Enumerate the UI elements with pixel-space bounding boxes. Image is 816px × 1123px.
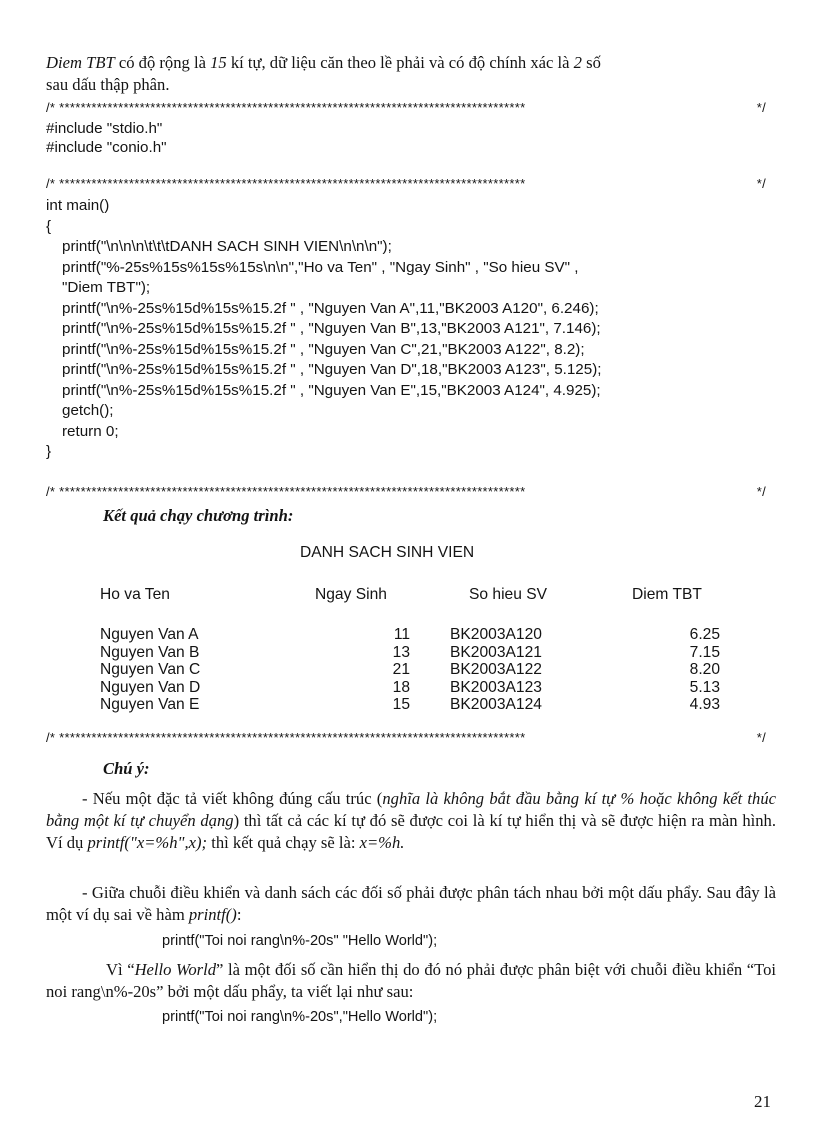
cell-dob: 18 [392, 678, 410, 696]
cell-score: 4.93 [689, 696, 720, 713]
separator-stars: /* *************************************************************************************** [46, 100, 526, 115]
cell-id: BK2003A123 [450, 678, 542, 696]
separator-close: */ [754, 730, 766, 745]
column-header-dob: Ngay Sinh [315, 586, 387, 603]
comment-separator [46, 176, 766, 191]
note-p1-italic-1: nghĩa là không bắt đầu bằng kí tự % hoặc không kết thúc bằng một kí tự chuyển dạng [46, 789, 776, 830]
code-line: printf("%-25s%15s%15s%15s\n\n","Ho va Ten" , "Ngay Sinh" , "So hieu SV" , [62, 258, 579, 276]
cell-id: BK2003A124 [450, 696, 542, 713]
cell-name: Nguyen Van D [100, 678, 201, 696]
separator-stars: /* *************************************************************************************** [46, 484, 526, 499]
intro-text-1: có độ rộng là [114, 53, 211, 72]
note-p1-text-b: ) thì tất cả các kí tự đó sẽ được coi là kí tự hiển thị và sẽ được hiện ra màn hình. Ví dụ [46, 811, 776, 852]
separator-close: */ [754, 484, 766, 499]
intro-precision: 2 [573, 53, 582, 72]
note-p3-text-a: Vì “ [106, 960, 135, 979]
cell-dob: 11 [393, 626, 410, 643]
code-line: return 0; [62, 422, 119, 440]
intro-width: 15 [210, 53, 227, 72]
cell-id: BK2003A121 [450, 643, 542, 661]
cell-score: 8.20 [689, 661, 720, 678]
output-title: DANH SACH SINH VIEN [300, 544, 475, 561]
comment-separator [46, 730, 766, 745]
correct-example-code: printf("Toi noi rang\n%-20s","Hello World"); [162, 1009, 438, 1025]
note-paragraph-2 [46, 882, 776, 926]
separator-close: */ [754, 176, 766, 191]
cell-score: 7.15 [689, 643, 720, 661]
intro-line-1 [46, 52, 776, 74]
code-line: printf("\n%-25s%15d%15s%15.2f " , "Nguyen Van E",15,"BK2003 A124", 4.925); [62, 381, 601, 399]
cell-name: Nguyen Van E [100, 696, 200, 713]
cell-dob: 15 [392, 696, 410, 713]
wrong-example-code: printf("Toi noi rang\n%-20s" "Hello World"); [162, 933, 438, 949]
cell-id: BK2003A120 [450, 626, 542, 643]
note-p1-text-c: thì kết quả chạy sẽ là: [207, 833, 360, 852]
code-line: printf("\n%-25s%15d%15s%15.2f " , "Nguyen Van D",18,"BK2003 A123", 5.125); [62, 361, 602, 378]
column-score [640, 626, 720, 714]
open-brace: { [46, 217, 52, 235]
intro-paragraph [46, 52, 776, 96]
intro-line-2: sau dấu thập phân. [46, 75, 170, 94]
main-function-code [46, 196, 601, 463]
note-p2-italic: printf() [188, 905, 237, 924]
main-signature: int main() [46, 197, 110, 214]
comment-separator [46, 484, 766, 499]
code-line: printf("\n\n\n\t\t\tDANH SACH SINH VIEN\n\n\n"); [62, 238, 392, 255]
column-header-id: So hieu SV [469, 586, 548, 603]
page-number: 21 [754, 1092, 771, 1111]
cell-score: 6.25 [689, 626, 720, 643]
cell-score: 5.13 [689, 678, 720, 696]
separator-stars: /* *************************************************************************************** [46, 176, 526, 191]
code-line: "Diem TBT"); [62, 279, 151, 296]
cell-id: BK2003A122 [450, 661, 542, 678]
code-body [46, 237, 601, 442]
cell-name: Nguyen Van B [100, 643, 200, 661]
separator-stars: /* *************************************************************************************** [46, 730, 526, 745]
code-line: printf("\n%-25s%15d%15s%15.2f " , "Nguyen Van C",21,"BK2003 A122", 8.2); [62, 340, 585, 358]
code-line: getch(); [62, 402, 114, 419]
separator-close: */ [754, 100, 766, 115]
cell-name: Nguyen Van C [100, 661, 201, 678]
note-p1-text-a: - Nếu một đặc tả viết không đúng cấu trúc ( [82, 789, 383, 808]
note-p3-italic: Hello World [134, 960, 217, 979]
note-paragraph-3 [46, 959, 776, 1003]
close-brace: } [46, 443, 52, 460]
note-p1-italic-3: x=%h. [359, 833, 405, 852]
note-heading: Chú ý: [103, 759, 150, 778]
intro-term: Diem TBT [46, 53, 115, 72]
note-p2-text-a: - Giữa chuỗi điều khiển và danh sách các đối số phải được phân tách nhau bởi một dấu phẩy. Sau đây là một ví dụ sai về hàm [46, 883, 776, 924]
column-header-score: Diem TBT [632, 586, 702, 603]
intro-text-3: số [581, 53, 601, 72]
column-names [100, 626, 200, 714]
cell-name: Nguyen Van A [100, 626, 199, 643]
intro-text-2: kí tự, dữ liệu căn theo lề phải và có độ chính xác là [226, 53, 574, 72]
column-id [450, 626, 542, 714]
note-p3-text-b: ” là một đối số cần hiển thị do đó nó phải được phân biệt với chuỗi điều khiển “Toi noi rang\n%-20s” bởi một dấu phẩy, ta viết lại như sau: [46, 960, 776, 1001]
includes-block [46, 119, 167, 157]
code-line: printf("\n%-25s%15d%15s%15.2f " , "Nguyen Van B",13,"BK2003 A121", 7.146); [62, 320, 601, 337]
include-stdio: #include "stdio.h" [46, 120, 163, 137]
column-dob [330, 626, 410, 714]
cell-dob: 21 [392, 661, 410, 678]
note-p2-text-b: : [236, 905, 242, 924]
note-p1-italic-2: printf("x=%h",x); [87, 833, 208, 852]
note-paragraph-1 [46, 788, 776, 854]
code-line: printf("\n%-25s%15d%15s%15.2f " , "Nguyen Van A",11,"BK2003 A120", 6.246); [62, 299, 599, 317]
column-header-name: Ho va Ten [100, 586, 170, 603]
cell-dob: 13 [392, 643, 410, 661]
include-conio: #include "conio.h" [46, 139, 167, 156]
comment-separator [46, 100, 766, 115]
result-heading: Kết quả chạy chương trình: [103, 506, 294, 525]
